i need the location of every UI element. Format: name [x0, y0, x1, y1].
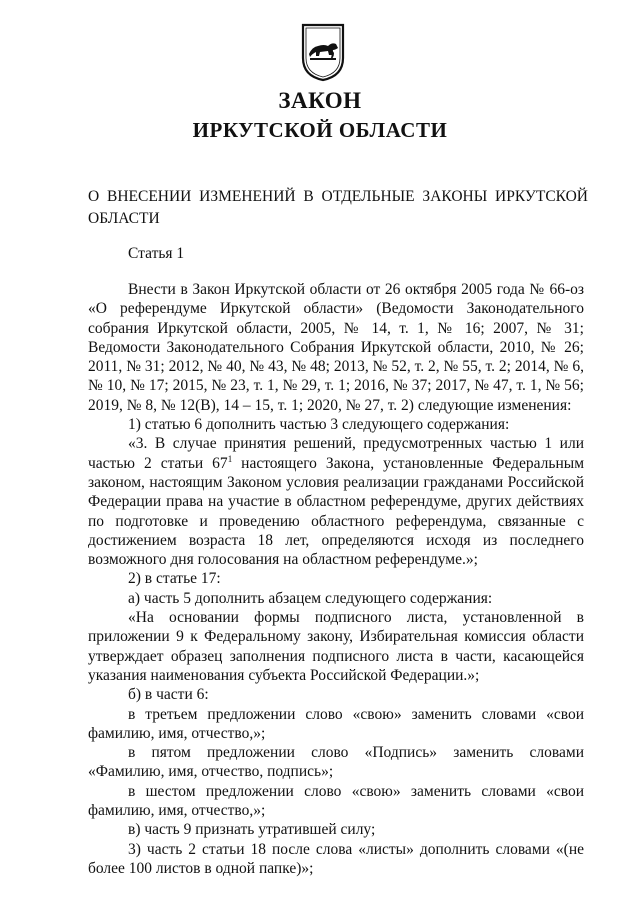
- paragraph-item-3: 3) часть 2 статьи 18 после слова «листы» дополнить словами «(не более 100 листов в одной папке)»;: [88, 840, 584, 877]
- paragraph-sixth-sentence: в шестом предложении слово «свою» заменить словами «свои фамилию, имя, отчество,»;: [88, 782, 584, 820]
- law-subject: О ВНЕСЕНИИ ИЗМЕНЕНИЙ В ОТДЕЛЬНЫЕ ЗАКОНЫ ИРКУТСКОЙ ОБЛАСТИ: [88, 188, 588, 227]
- paragraph-fifth-sentence: в пятом предложении слово «Подпись» заменить словами «Фамилию, имя, отчество, подпись»;: [88, 744, 584, 781]
- quote-text-end: настоящего Закона, установленные Федеральным законом, настоящим Законом условия реализации гражданами Российской Федерации права на участие в областном референдуме, других действиях по подготовке и проведению областного референдума, связанные с достижением возраста 18 лет, определяются исходя из последнего возможного дня голосования на областном референдуме.»;: [88, 454, 585, 569]
- paragraph-intro: Внести в Закон Иркутской области от 26 октября 2005 года № 66-оз «О референдуме Иркутской области» (Ведомости Законодательного собрания Иркутской области, 2005, № 14, т. 1, № 16; 2007, № 31; Ведомости Законодательного Собрания Иркутской области, 2010, № 26; 2011, № 31; 2012, № 40, № 43, № 48; 2013, № 52, т. 2, № 55, т. 2; 2014, № 6, № 10, № 17; 2015, № 23, т. 1, № 29, т. 1; 2016, № 37; 2017, № 47, т. 1, № 56; 2019, № 8, № 12(В), 14 – 15, т. 1; 2020, № 27, т. 2) следующие изменения:: [88, 281, 584, 414]
- paragraph-sub-b: б) в части 6:: [128, 686, 209, 704]
- paragraph-item-2: 2) в статье 17:: [128, 570, 221, 588]
- quote-text-start: «3. В случае принятия решений, предусмотренных частью 1 или частью 2 статьи 67: [88, 435, 584, 472]
- paragraph-quote-part-3: [88, 434, 584, 569]
- article-heading: Статья 1: [128, 245, 185, 262]
- superscript: 1: [227, 453, 233, 464]
- paragraph-item-1: 1) статью 6 дополнить частью 3 следующего содержания:: [128, 416, 510, 434]
- paragraph-third-sentence: в третьем предложении слово «свою» заменить словами «свои фамилию, имя, отчество,»;: [88, 705, 584, 742]
- article-body: [88, 280, 584, 878]
- law-title: ЗАКОН: [278, 88, 362, 113]
- law-region-title: ИРКУТСКОЙ ОБЛАСТИ: [192, 118, 448, 142]
- paragraph-sub-c: в) часть 9 признать утратившей силу;: [128, 821, 376, 839]
- paragraph-sub-a: а) часть 5 дополнить абзацем следующего содержания:: [128, 589, 493, 607]
- irkutsk-coat-of-arms-icon: [300, 22, 346, 82]
- paragraph-quote-subscription: «На основании формы подписного листа, установленной в приложении 9 к Федеральному закону, Избирательная комиссия области утверждает образец заполнения подписного листа в части, касающейся указания наименования субъекта Российской Федерации.»;: [88, 609, 584, 684]
